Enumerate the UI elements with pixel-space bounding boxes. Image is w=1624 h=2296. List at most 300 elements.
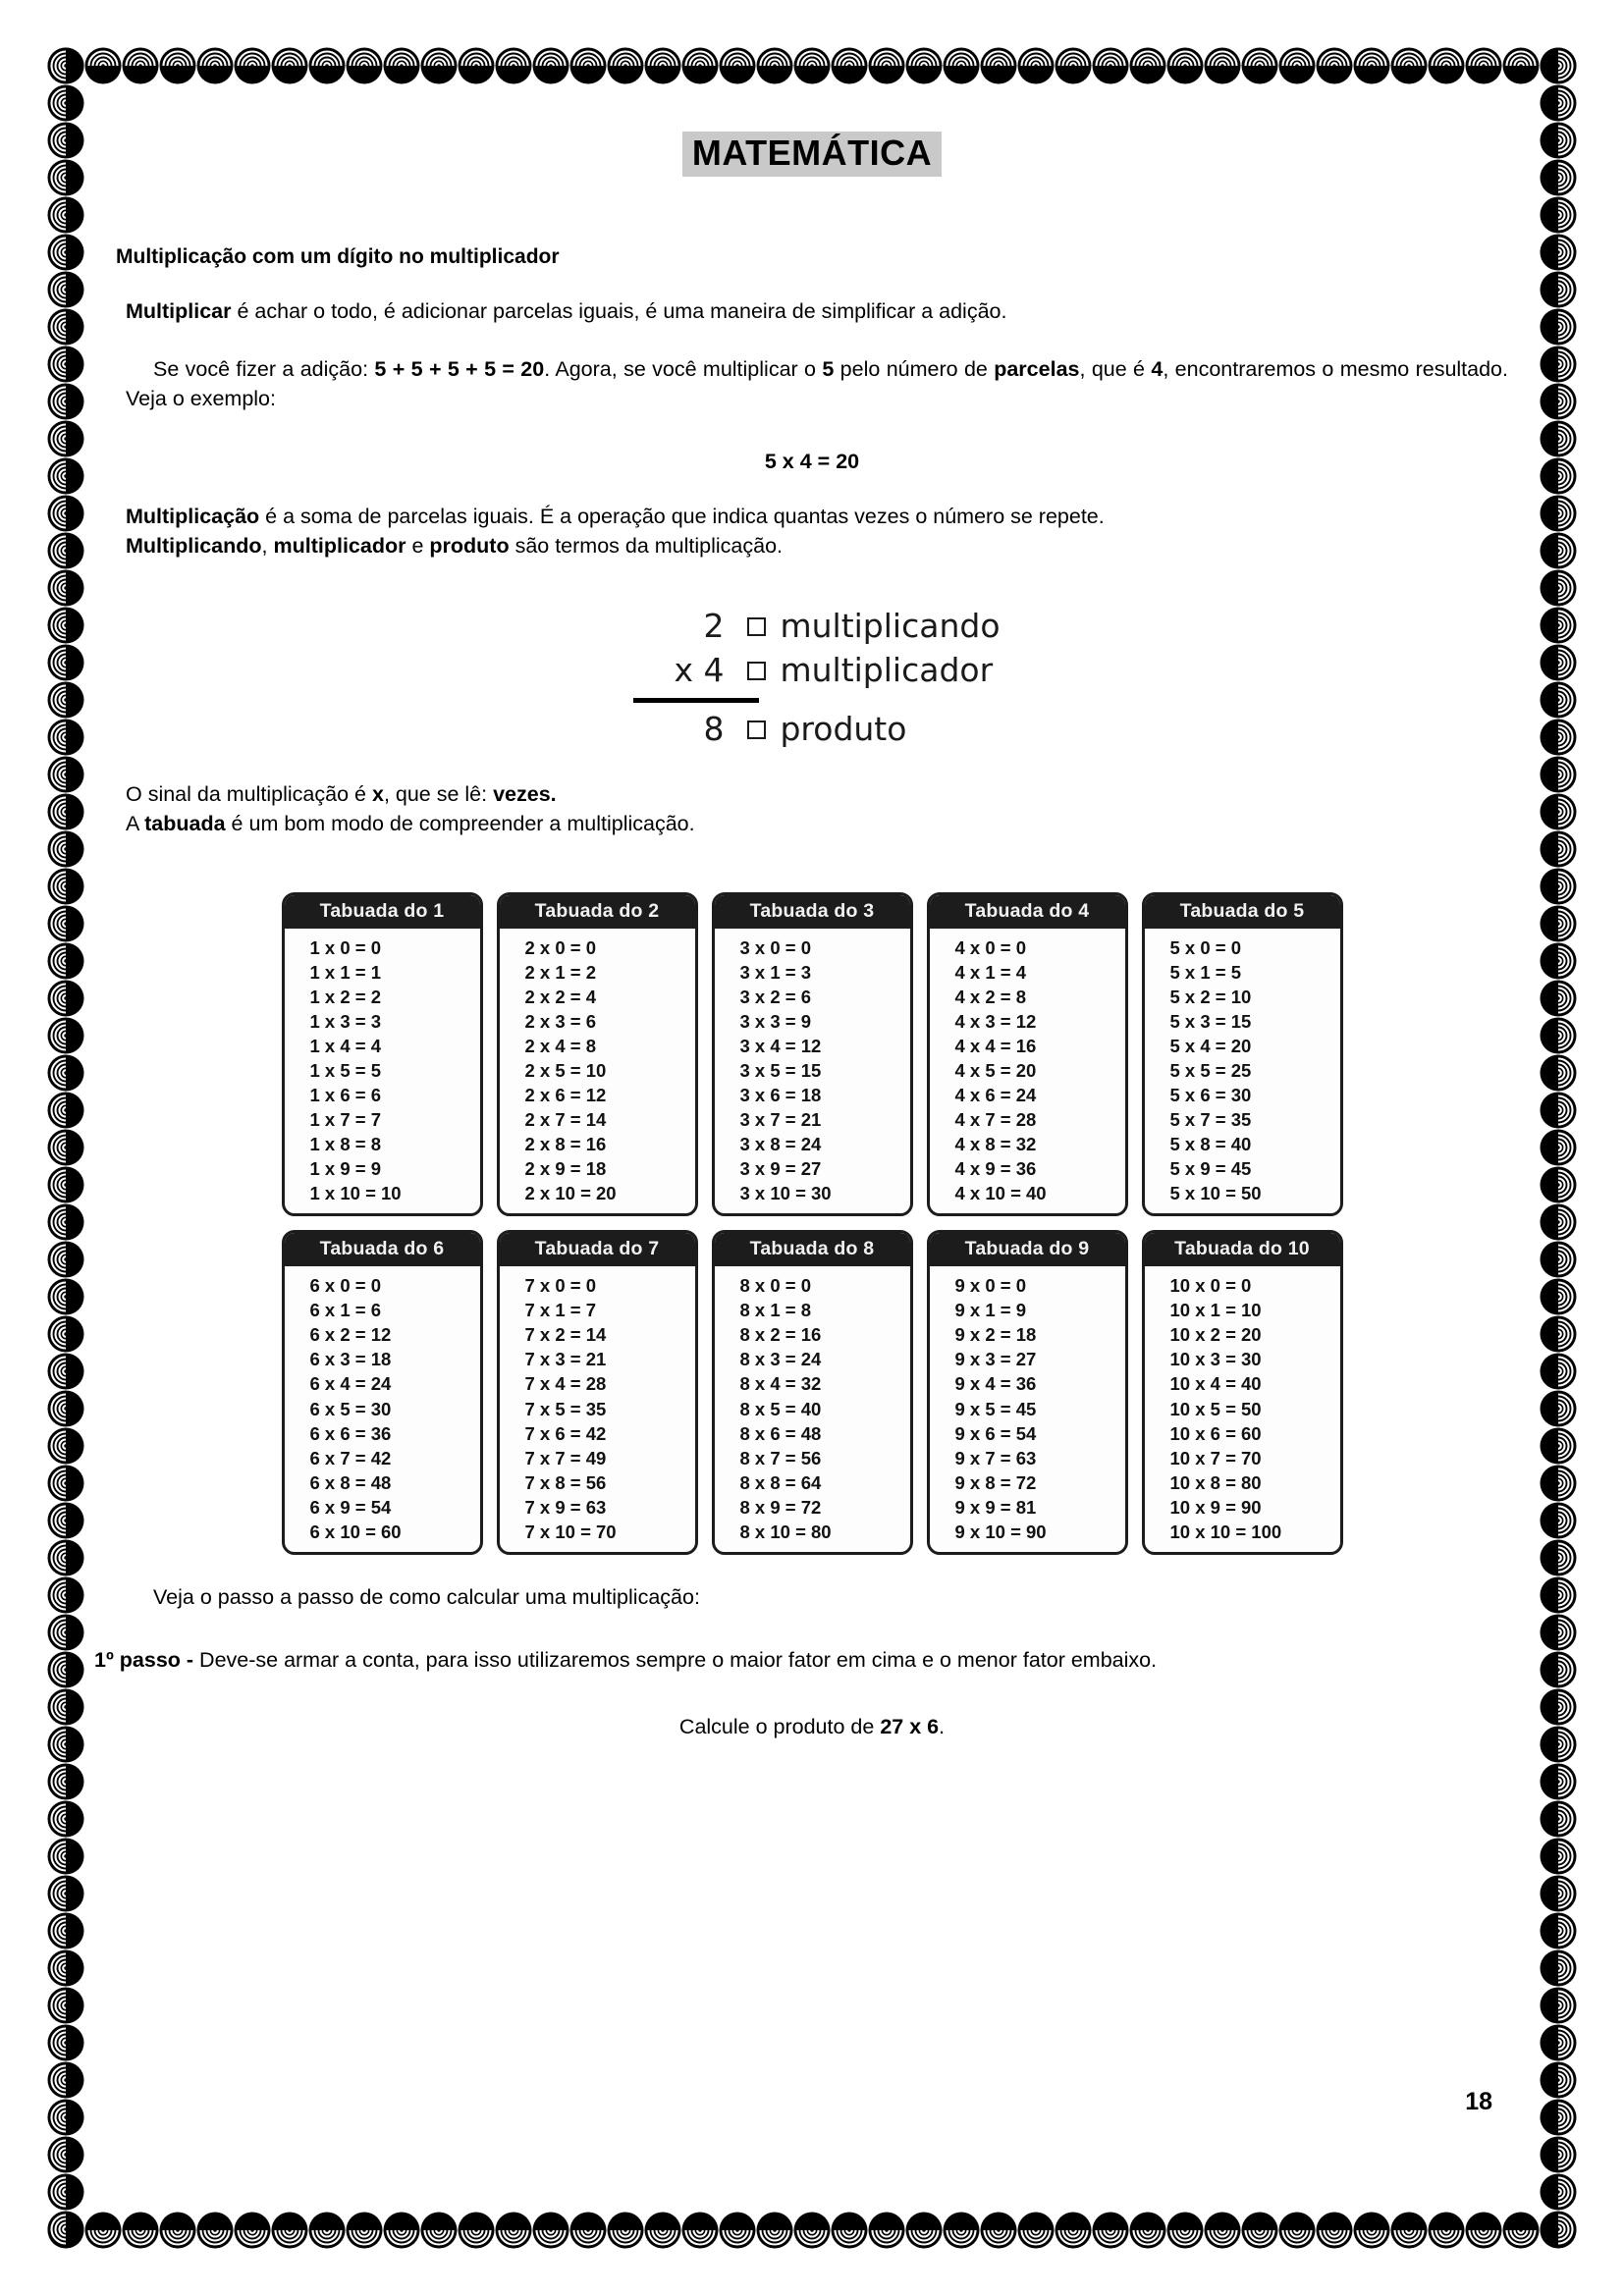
spiral-shell-icon bbox=[1540, 1763, 1577, 1800]
spiral-shell-icon bbox=[47, 1203, 84, 1241]
spiral-shell-icon bbox=[1540, 1949, 1577, 1987]
spiral-shell-icon bbox=[47, 1800, 84, 1838]
tabuada-line: 5 x 9 = 45 bbox=[1169, 1158, 1252, 1180]
paragraph-primeiro-passo bbox=[94, 1645, 1508, 1676]
checkbox-square-icon bbox=[747, 721, 766, 739]
tabuada-line: 5 x 0 = 0 bbox=[1169, 936, 1242, 958]
spiral-shell-icon bbox=[1353, 47, 1390, 84]
spiral-shell-icon bbox=[1540, 1875, 1577, 1912]
tabuada-line: 1 x 6 = 6 bbox=[309, 1084, 382, 1105]
tabuada-line: 5 x 8 = 40 bbox=[1169, 1134, 1252, 1155]
spiral-shell-icon bbox=[1540, 271, 1577, 308]
tabuada-line: 10 x 5 = 50 bbox=[1169, 1398, 1262, 1419]
spiral-shell-icon bbox=[47, 2173, 84, 2211]
spiral-shell-icon bbox=[47, 793, 84, 830]
tabuada-line: 3 x 2 = 6 bbox=[739, 986, 812, 1007]
tabuada-line: 3 x 5 = 15 bbox=[739, 1059, 822, 1081]
spiral-shell-icon bbox=[1204, 2212, 1241, 2249]
spiral-shell-icon bbox=[1540, 346, 1577, 383]
spiral-shell-icon bbox=[1540, 1987, 1577, 2024]
section-heading: Multiplicação com um dígito no multiplicador bbox=[116, 245, 560, 269]
equation-sum: 5 + 5 + 5 + 5 = 20 bbox=[374, 356, 545, 381]
spiral-shell-icon bbox=[1540, 1315, 1577, 1353]
spiral-shell-icon bbox=[1092, 2212, 1129, 2249]
spiral-shell-icon bbox=[1540, 532, 1577, 569]
spiral-shell-icon bbox=[495, 2212, 532, 2249]
tabuada-card-body bbox=[500, 929, 695, 1214]
tabuada-line: 5 x 4 = 20 bbox=[1169, 1035, 1252, 1056]
tabuada-line: 6 x 0 = 0 bbox=[309, 1275, 382, 1297]
spiral-shell-icon bbox=[308, 47, 346, 84]
tabuada-line: 1 x 7 = 7 bbox=[309, 1108, 382, 1130]
spiral-shell-icon bbox=[1017, 47, 1055, 84]
tabuada-line: 8 x 5 = 40 bbox=[739, 1398, 822, 1419]
checkbox-square-icon bbox=[747, 662, 766, 680]
terms-label-produto: produto bbox=[780, 709, 907, 748]
spiral-shell-icon bbox=[47, 1353, 84, 1390]
spiral-shell-icon bbox=[47, 756, 84, 793]
spiral-shell-icon bbox=[308, 2212, 346, 2249]
term-parcelas: parcelas bbox=[994, 356, 1080, 381]
tabuada-line: 4 x 2 = 8 bbox=[954, 986, 1027, 1007]
tabuada-line: 1 x 9 = 9 bbox=[309, 1158, 382, 1180]
spiral-shell-icon bbox=[1540, 1017, 1577, 1054]
spiral-shell-icon bbox=[1540, 1278, 1577, 1315]
spiral-shell-icon bbox=[1540, 830, 1577, 868]
document-title-row bbox=[94, 132, 1530, 177]
tabuada-line: 1 x 0 = 0 bbox=[309, 936, 382, 958]
spiral-shell-icon bbox=[1540, 495, 1577, 532]
spiral-shell-icon bbox=[47, 980, 84, 1017]
tabuada-line: 5 x 1 = 5 bbox=[1169, 961, 1242, 983]
spiral-shell-icon bbox=[47, 644, 84, 681]
spiral-shell-icon bbox=[719, 2212, 756, 2249]
spiral-shell-icon bbox=[1204, 47, 1241, 84]
spiral-shell-icon bbox=[47, 1912, 84, 1949]
text-armar-conta: Deve-se armar a conta, para isso utilizaremos sempre o maior fator em cima e o menor fator embaixo. bbox=[193, 1648, 1158, 1673]
spiral-shell-icon bbox=[84, 2212, 122, 2249]
multiplication-terms-diagram bbox=[94, 605, 1530, 752]
spiral-shell-icon bbox=[1428, 2212, 1465, 2249]
spiral-shell-icon bbox=[681, 2212, 719, 2249]
spiral-shell-icon bbox=[644, 47, 681, 84]
tabuada-line: 8 x 2 = 16 bbox=[739, 1324, 822, 1346]
text-bom-modo: é um bom modo de compreender a multiplicação. bbox=[225, 812, 695, 836]
spiral-shell-icon bbox=[1540, 2061, 1577, 2099]
tabuada-line: 6 x 4 = 24 bbox=[309, 1373, 392, 1395]
tabuada-card bbox=[497, 892, 698, 1217]
spiral-shell-icon bbox=[47, 84, 84, 122]
spiral-shell-icon bbox=[196, 47, 234, 84]
spiral-shell-icon bbox=[47, 1278, 84, 1315]
terms-number-multiplicador: x 4 bbox=[674, 650, 725, 689]
spiral-shell-icon bbox=[47, 942, 84, 980]
spiral-shell-icon bbox=[1055, 47, 1092, 84]
tabuada-line: 4 x 10 = 40 bbox=[954, 1183, 1047, 1204]
tabuada-line: 3 x 6 = 18 bbox=[739, 1084, 822, 1105]
tabuada-line: 3 x 1 = 3 bbox=[739, 961, 812, 983]
spiral-shell-icon bbox=[47, 1688, 84, 1726]
spiral-shell-icon bbox=[1166, 47, 1204, 84]
terms-label-multiplicando: multiplicando bbox=[780, 606, 1001, 645]
tabuada-line: 8 x 4 = 32 bbox=[739, 1373, 822, 1395]
spiral-shell-icon bbox=[47, 159, 84, 196]
text-o-sinal: O sinal da multiplicação é bbox=[126, 781, 372, 806]
terms-row-multiplicando bbox=[623, 605, 1000, 649]
tabuada-line: 7 x 9 = 63 bbox=[524, 1496, 607, 1518]
spiral-shell-icon bbox=[1540, 1353, 1577, 1390]
tabuada-line: 2 x 3 = 6 bbox=[524, 1010, 597, 1032]
tabuada-line: 9 x 6 = 54 bbox=[954, 1422, 1037, 1444]
page-border-bottom bbox=[47, 2212, 1577, 2249]
tabuada-line: 3 x 10 = 30 bbox=[739, 1183, 832, 1204]
spiral-shell-icon bbox=[1540, 719, 1577, 756]
tabuada-line: 1 x 2 = 2 bbox=[309, 986, 382, 1007]
spiral-shell-icon bbox=[458, 2212, 495, 2249]
exercise-prompt bbox=[94, 1715, 1530, 1739]
tabuada-card bbox=[1142, 892, 1343, 1217]
tabuada-line: 8 x 1 = 8 bbox=[739, 1300, 812, 1321]
spiral-shell-icon bbox=[47, 607, 84, 644]
spiral-shell-icon bbox=[1540, 47, 1577, 84]
symbol-times: x bbox=[371, 781, 384, 806]
spiral-shell-icon bbox=[1540, 1465, 1577, 1502]
tabuada-line: 10 x 3 = 30 bbox=[1169, 1349, 1262, 1370]
tabuada-line: 9 x 1 = 9 bbox=[954, 1300, 1027, 1321]
page-title: MATEMÁTICA bbox=[682, 132, 942, 177]
spiral-shell-icon bbox=[1540, 1726, 1577, 1763]
spiral-shell-icon bbox=[234, 47, 271, 84]
spiral-shell-icon bbox=[47, 47, 84, 84]
spiral-shell-icon bbox=[1540, 84, 1577, 122]
spiral-shell-icon bbox=[1540, 457, 1577, 495]
spiral-shell-icon bbox=[1540, 681, 1577, 719]
spiral-shell-icon bbox=[607, 47, 644, 84]
spiral-shell-icon bbox=[346, 47, 383, 84]
spiral-shell-icon bbox=[1428, 47, 1465, 84]
tabuada-line: 7 x 5 = 35 bbox=[524, 1398, 607, 1419]
tabuada-line: 6 x 1 = 6 bbox=[309, 1300, 382, 1321]
spiral-shell-icon bbox=[1390, 47, 1428, 84]
tabuada-card-title: Tabuada do 10 bbox=[1145, 1233, 1340, 1266]
spiral-shell-icon bbox=[47, 1838, 84, 1875]
tabuada-card-body bbox=[930, 1266, 1125, 1552]
tabuada-line: 6 x 7 = 42 bbox=[309, 1447, 392, 1468]
spiral-shell-icon bbox=[1540, 1054, 1577, 1092]
spiral-shell-icon bbox=[569, 2212, 607, 2249]
tabuada-card-body bbox=[715, 929, 910, 1214]
spiral-shell-icon bbox=[458, 47, 495, 84]
tabuada-card-title: Tabuada do 8 bbox=[715, 1233, 910, 1266]
tabuada-line: 6 x 8 = 48 bbox=[309, 1471, 392, 1493]
tabuada-line: 1 x 3 = 3 bbox=[309, 1010, 382, 1032]
term-multiplicando: Multiplicando bbox=[126, 534, 262, 559]
spiral-shell-icon bbox=[793, 47, 831, 84]
spiral-shell-icon bbox=[47, 1763, 84, 1800]
spiral-shell-icon bbox=[1129, 2212, 1166, 2249]
spiral-shell-icon bbox=[1316, 2212, 1353, 2249]
tabuada-card-title: Tabuada do 5 bbox=[1145, 895, 1340, 929]
spiral-shell-icon bbox=[1540, 1203, 1577, 1241]
spiral-shell-icon bbox=[1540, 234, 1577, 271]
text-soma-parcelas: é a soma de parcelas iguais. É a operação que indica quantas vezes o número se repete. bbox=[259, 504, 1105, 528]
tabuada-line: 2 x 6 = 12 bbox=[524, 1084, 607, 1105]
text-e-conj: e bbox=[406, 534, 430, 559]
tabuada-line: 2 x 8 = 16 bbox=[524, 1134, 607, 1155]
spiral-shell-icon bbox=[756, 2212, 793, 2249]
spiral-shell-icon bbox=[831, 2212, 868, 2249]
spiral-shell-icon bbox=[1540, 1390, 1577, 1427]
spiral-shell-icon bbox=[47, 1875, 84, 1912]
tabuada-line: 3 x 4 = 12 bbox=[739, 1035, 822, 1056]
tabuada-line: 2 x 4 = 8 bbox=[524, 1035, 597, 1056]
spiral-shell-icon bbox=[1540, 1614, 1577, 1651]
spiral-shell-icon bbox=[1540, 1838, 1577, 1875]
spiral-shell-icon bbox=[1540, 756, 1577, 793]
tabuada-line: 10 x 9 = 90 bbox=[1169, 1496, 1262, 1518]
tabuada-line: 9 x 7 = 63 bbox=[954, 1447, 1037, 1468]
text-comma-1: , bbox=[261, 534, 274, 559]
page-border-right bbox=[1540, 47, 1577, 2249]
tabuada-line: 10 x 8 = 80 bbox=[1169, 1471, 1262, 1493]
spiral-shell-icon bbox=[47, 271, 84, 308]
tabuada-line: 1 x 1 = 1 bbox=[309, 961, 382, 983]
tabuada-line: 3 x 8 = 24 bbox=[739, 1134, 822, 1155]
tabuada-card-body bbox=[285, 1266, 480, 1552]
tabuada-row-first bbox=[94, 892, 1530, 1217]
spiral-shell-icon bbox=[980, 47, 1017, 84]
term-produto: produto bbox=[429, 534, 510, 559]
tabuada-line: 7 x 3 = 21 bbox=[524, 1349, 607, 1370]
text-agora-multiplicar: . Agora, se você multiplicar o bbox=[544, 356, 823, 381]
text-sao-termos: são termos da multiplicação. bbox=[509, 534, 784, 559]
spiral-shell-icon bbox=[1540, 159, 1577, 196]
tabuada-line: 10 x 4 = 40 bbox=[1169, 1373, 1262, 1395]
spiral-shell-icon bbox=[47, 1054, 84, 1092]
spiral-shell-icon bbox=[47, 1987, 84, 2024]
spiral-shell-icon bbox=[47, 495, 84, 532]
spiral-shell-icon bbox=[47, 122, 84, 159]
spiral-shell-icon bbox=[1540, 308, 1577, 346]
spiral-shell-icon bbox=[47, 2099, 84, 2136]
spiral-shell-icon bbox=[47, 308, 84, 346]
spiral-shell-icon bbox=[1540, 905, 1577, 942]
tabuada-line: 8 x 3 = 24 bbox=[739, 1349, 822, 1370]
spiral-shell-icon bbox=[159, 47, 196, 84]
spiral-shell-icon bbox=[1540, 607, 1577, 644]
spiral-shell-icon bbox=[831, 47, 868, 84]
spiral-shell-icon bbox=[569, 47, 607, 84]
tabuada-line: 7 x 0 = 0 bbox=[524, 1275, 597, 1297]
tabuada-line: 3 x 9 = 27 bbox=[739, 1158, 822, 1180]
spiral-shell-icon bbox=[980, 2212, 1017, 2249]
tabuada-line: 6 x 3 = 18 bbox=[309, 1349, 392, 1370]
tabuada-line: 2 x 7 = 14 bbox=[524, 1108, 607, 1130]
tabuada-card bbox=[497, 1230, 698, 1555]
spiral-shell-icon bbox=[47, 830, 84, 868]
tabuada-line: 4 x 4 = 16 bbox=[954, 1035, 1037, 1056]
tabuada-line: 10 x 6 = 60 bbox=[1169, 1422, 1262, 1444]
tabuada-line: 1 x 10 = 10 bbox=[309, 1183, 402, 1204]
number-four: 4 bbox=[1151, 356, 1164, 381]
tabuada-line: 3 x 7 = 21 bbox=[739, 1108, 822, 1130]
spiral-shell-icon bbox=[1129, 47, 1166, 84]
spiral-shell-icon bbox=[1540, 196, 1577, 234]
tabuada-card bbox=[712, 892, 913, 1217]
tabuada-line: 2 x 2 = 4 bbox=[524, 986, 597, 1007]
tabuada-line: 5 x 5 = 25 bbox=[1169, 1059, 1252, 1081]
tabuada-card-title: Tabuada do 2 bbox=[500, 895, 695, 929]
term-tabuada: tabuada bbox=[144, 812, 226, 836]
tabuada-card-title: Tabuada do 6 bbox=[285, 1233, 480, 1266]
spiral-shell-icon bbox=[1540, 1129, 1577, 1166]
spiral-shell-icon bbox=[159, 2212, 196, 2249]
text-se-voce-fizer: Se você fizer a adição: bbox=[153, 356, 375, 381]
tabuada-line: 2 x 10 = 20 bbox=[524, 1183, 617, 1204]
checkbox-square-icon bbox=[747, 617, 766, 636]
tabuada-line: 4 x 6 = 24 bbox=[954, 1084, 1037, 1105]
term-multiplicador: multiplicador bbox=[273, 534, 406, 559]
spiral-shell-icon bbox=[868, 47, 905, 84]
tabuada-line: 9 x 3 = 27 bbox=[954, 1349, 1037, 1370]
tabuada-line: 8 x 10 = 80 bbox=[739, 1521, 832, 1542]
spiral-shell-icon bbox=[47, 1315, 84, 1353]
tabuada-line: 4 x 3 = 12 bbox=[954, 1010, 1037, 1032]
tabuada-line: 5 x 7 = 35 bbox=[1169, 1108, 1252, 1130]
tabuada-line: 2 x 0 = 0 bbox=[524, 936, 597, 958]
spiral-shell-icon bbox=[1540, 569, 1577, 607]
spiral-shell-icon bbox=[271, 47, 308, 84]
spiral-shell-icon bbox=[47, 569, 84, 607]
terms-number-multiplicando: 2 bbox=[703, 606, 725, 645]
spiral-shell-icon bbox=[1540, 1166, 1577, 1203]
tabuada-card bbox=[1142, 1230, 1343, 1555]
spiral-shell-icon bbox=[1241, 2212, 1278, 2249]
spiral-shell-icon bbox=[1540, 793, 1577, 830]
tabuada-card bbox=[282, 1230, 483, 1555]
paragraph-adicao-exemplo bbox=[126, 354, 1508, 414]
tabuada-card-title: Tabuada do 7 bbox=[500, 1233, 695, 1266]
tabuada-line: 6 x 6 = 36 bbox=[309, 1422, 392, 1444]
spiral-shell-icon bbox=[495, 47, 532, 84]
tabuada-line: 4 x 9 = 36 bbox=[954, 1158, 1037, 1180]
spiral-shell-icon bbox=[47, 719, 84, 756]
tabuada-line: 6 x 2 = 12 bbox=[309, 1324, 392, 1346]
spiral-shell-icon bbox=[1540, 2173, 1577, 2211]
tabuada-line: 7 x 8 = 56 bbox=[524, 1471, 607, 1493]
spiral-shell-icon bbox=[1540, 2024, 1577, 2061]
tabuada-line: 5 x 3 = 15 bbox=[1169, 1010, 1252, 1032]
spiral-shell-icon bbox=[943, 47, 980, 84]
tabuada-line: 4 x 5 = 20 bbox=[954, 1059, 1037, 1081]
spiral-shell-icon bbox=[1540, 1092, 1577, 1129]
spiral-shell-icon bbox=[1390, 2212, 1428, 2249]
spiral-shell-icon bbox=[1502, 2212, 1540, 2249]
spiral-shell-icon bbox=[756, 47, 793, 84]
spiral-shell-icon bbox=[196, 2212, 234, 2249]
spiral-shell-icon bbox=[532, 2212, 569, 2249]
spiral-shell-icon bbox=[47, 905, 84, 942]
spiral-shell-icon bbox=[346, 2212, 383, 2249]
spiral-shell-icon bbox=[47, 457, 84, 495]
spiral-shell-icon bbox=[1540, 868, 1577, 905]
tabuada-line: 10 x 7 = 70 bbox=[1169, 1447, 1262, 1468]
term-multiplicar: Multiplicar bbox=[126, 299, 232, 324]
spiral-shell-icon bbox=[84, 47, 122, 84]
spiral-shell-icon bbox=[532, 47, 569, 84]
tabuada-line: 10 x 2 = 20 bbox=[1169, 1324, 1262, 1346]
spiral-shell-icon bbox=[1540, 2211, 1577, 2248]
tabuada-line: 8 x 7 = 56 bbox=[739, 1447, 822, 1468]
tabuada-line: 10 x 10 = 100 bbox=[1169, 1521, 1282, 1542]
tabuada-line: 8 x 9 = 72 bbox=[739, 1496, 822, 1518]
spiral-shell-icon bbox=[47, 1651, 84, 1688]
spiral-shell-icon bbox=[1540, 1651, 1577, 1688]
spiral-shell-icon bbox=[47, 1241, 84, 1278]
spiral-shell-icon bbox=[47, 1166, 84, 1203]
tabuada-card-title: Tabuada do 3 bbox=[715, 895, 910, 929]
spiral-shell-icon bbox=[47, 1427, 84, 1465]
tabuada-line: 7 x 6 = 42 bbox=[524, 1422, 607, 1444]
spiral-shell-icon bbox=[1017, 2212, 1055, 2249]
spiral-shell-icon bbox=[681, 47, 719, 84]
spiral-shell-icon bbox=[1465, 47, 1502, 84]
spiral-shell-icon bbox=[1540, 942, 1577, 980]
tabuada-line: 3 x 0 = 0 bbox=[739, 936, 812, 958]
spiral-shell-icon bbox=[1540, 420, 1577, 457]
example-equation: 5 x 4 = 20 bbox=[764, 449, 860, 473]
text-que-se-le: , que se lê: bbox=[383, 781, 494, 806]
spiral-shell-icon bbox=[47, 2024, 84, 2061]
spiral-shell-icon bbox=[47, 2136, 84, 2173]
tabuada-line: 9 x 4 = 36 bbox=[954, 1373, 1037, 1395]
tabuada-line: 2 x 9 = 18 bbox=[524, 1158, 607, 1180]
spiral-shell-icon bbox=[47, 196, 84, 234]
tabuada-line: 1 x 4 = 4 bbox=[309, 1035, 382, 1056]
tabuada-line: 4 x 8 = 32 bbox=[954, 1134, 1037, 1155]
spiral-shell-icon bbox=[1540, 1800, 1577, 1838]
paragraph-multiplicar bbox=[126, 296, 1508, 327]
tabuada-card-body bbox=[285, 929, 480, 1214]
tabuada-card-body bbox=[930, 929, 1125, 1214]
spiral-shell-icon bbox=[644, 2212, 681, 2249]
spiral-shell-icon bbox=[868, 2212, 905, 2249]
spiral-shell-icon bbox=[47, 1614, 84, 1651]
tabuada-card-body bbox=[500, 1266, 695, 1552]
tabuada-line: 8 x 0 = 0 bbox=[739, 1275, 812, 1297]
tabuada-line: 9 x 8 = 72 bbox=[954, 1471, 1037, 1493]
spiral-shell-icon bbox=[1540, 1427, 1577, 1465]
tabuada-line: 10 x 1 = 10 bbox=[1169, 1300, 1262, 1321]
spiral-shell-icon bbox=[271, 2212, 308, 2249]
tabuada-line: 1 x 8 = 8 bbox=[309, 1134, 382, 1155]
paragraph-veja-passo: Veja o passo a passo de como calcular uma multiplicação: bbox=[153, 1584, 700, 1609]
text-calcule-produto: Calcule o produto de bbox=[678, 1714, 881, 1738]
text-encontraremos: , encontraremos o mesmo resultado. Veja o exemplo: bbox=[126, 356, 1508, 411]
spiral-shell-icon bbox=[47, 234, 84, 271]
spiral-shell-icon bbox=[122, 47, 159, 84]
tabuada-line: 8 x 8 = 64 bbox=[739, 1471, 822, 1493]
page-border-left bbox=[47, 47, 84, 2249]
tabuada-card-body bbox=[1145, 929, 1340, 1214]
tabuada-line: 7 x 4 = 28 bbox=[524, 1373, 607, 1395]
tabuada-card bbox=[282, 892, 483, 1217]
tabuada-card-title: Tabuada do 1 bbox=[285, 895, 480, 929]
spiral-shell-icon bbox=[1540, 122, 1577, 159]
tabuada-line: 8 x 6 = 48 bbox=[739, 1422, 822, 1444]
text-period: . bbox=[939, 1714, 946, 1738]
tabuada-card-body bbox=[715, 1266, 910, 1552]
